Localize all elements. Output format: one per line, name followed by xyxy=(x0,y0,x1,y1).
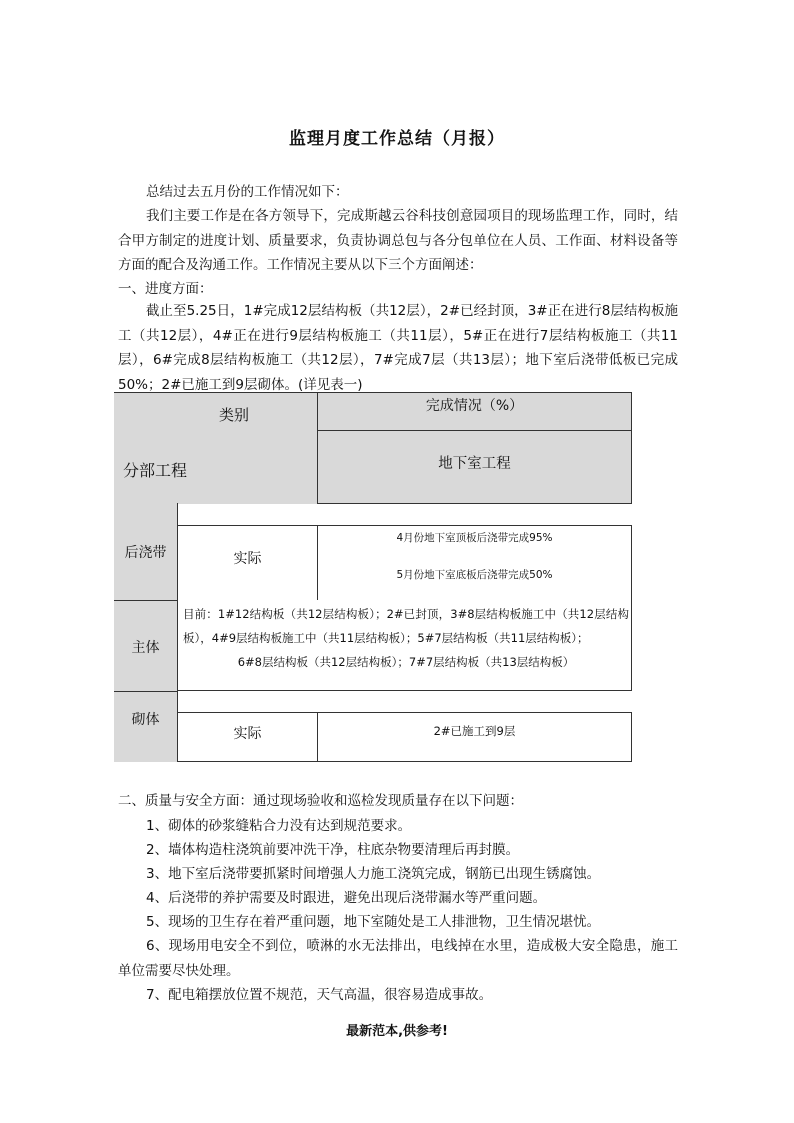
row-label-text: 主体 xyxy=(131,639,160,656)
quality-item: 4、后浇带的养护需要及时跟进，避免出现后浇带漏水等严重问题。 xyxy=(146,890,547,906)
progress-paragraph: 截止至5.25日，1#完成12层结构板（共12层），2#已经封顶，3#正在进行8层结构板施工（共12层），4#正在进行9层结构板施工（共11层），5#正在进行7层结构板施工（共11层），6#完成8层结构板施工（共12层），7#完成7层（共13层）；地下室后浇带低板已完成50%；2#已施工到9层砌体。(详见表一) xyxy=(118,303,678,393)
quality-item: 2、墙体构造柱浇筑前要冲洗干净，柱底杂物要清理后再封膜。 xyxy=(146,842,520,858)
post-pour-line-2: 5月份地下室底板后浇带完成50% xyxy=(396,569,553,581)
row-label-text: 砌体 xyxy=(131,712,160,728)
header-completion-label: 完成情况（%） xyxy=(425,398,524,414)
intro-paragraph: 总结过去五月份的工作情况如下： xyxy=(146,184,349,200)
header-bottom-border xyxy=(318,503,632,504)
section-quality-heading: 二、质量与安全方面：通过现场验收和巡检发现质量存在以下问题： xyxy=(118,793,523,809)
main-structure-text xyxy=(183,602,629,674)
header-subdivision-label: 分部工程 xyxy=(123,461,188,480)
main-structure-text-body: 目前：1#12结构板（共12层结构板）；2#已封顶，3#8层结构板施工中（共12层结构板），4#9层结构板施工中（共11层结构板）；5#7层结构板（共11层结构板）； xyxy=(183,607,629,645)
quality-item: 6、现场用电安全不到位，喷淋的水无法排出，电线掉在水里，造成极大安全隐患，施工单位需要尽快处理。 xyxy=(118,938,678,979)
header-basement-label: 地下室工程 xyxy=(438,456,511,472)
quality-item: 1、砌体的砂浆缝粘合力没有达到规范要求。 xyxy=(146,818,412,834)
work-description-paragraph: 我们主要工作是在各方领导下，完成斯越云谷科技创意园项目的现场监理工作，同时，结合甲方制定的进度计划、质量要求，负责协调总包与各分包单位在人员、工作面、材料设备等方面的配合及沟通工作。工作情况主要从以下三个方面阐述： xyxy=(118,208,678,273)
table-row-post-pour-strip xyxy=(177,525,632,601)
header-right-border xyxy=(631,393,632,504)
post-pour-line-1: 4月份地下室顶板后浇带完成95% xyxy=(396,532,553,544)
header-category-label: 类别 xyxy=(219,406,250,424)
section-progress-heading: 一、进度方面： xyxy=(118,281,213,297)
header-mid-border xyxy=(318,430,632,431)
table-row-masonry xyxy=(177,712,632,762)
quality-item: 5、现场的卫生存在着严重问题，地下室随处是工人排泄物，卫生情况堪忧。 xyxy=(146,914,601,930)
table-header-category-cell xyxy=(114,393,317,504)
quality-item: 3、地下室后浇带要抓紧时间增强人力施工浇筑完成，钢筋已出现生锈腐蚀。 xyxy=(146,866,601,882)
masonry-value: 2#已施工到9层 xyxy=(433,724,516,738)
row-label-masonry xyxy=(114,691,178,762)
footer-note: 最新范本,供参考! xyxy=(346,1024,448,1039)
actual-label: 实际 xyxy=(233,551,262,567)
table-row-main-structure xyxy=(177,600,632,691)
row-label-post-pour-strip xyxy=(114,503,178,600)
row-label-main-structure xyxy=(114,600,178,692)
main-structure-text-last: 6#8层结构板（共12层结构板）；7#7层结构板（共13层结构板） xyxy=(237,655,575,669)
quality-item: 7、配电箱摆放位置不规范，天气高温，很容易造成事故。 xyxy=(146,987,493,1003)
table-header xyxy=(114,392,632,504)
actual-label: 实际 xyxy=(233,726,262,742)
document-title: 监理月度工作总结（月报） xyxy=(289,129,505,149)
row-label-text: 后浇带 xyxy=(124,544,167,561)
